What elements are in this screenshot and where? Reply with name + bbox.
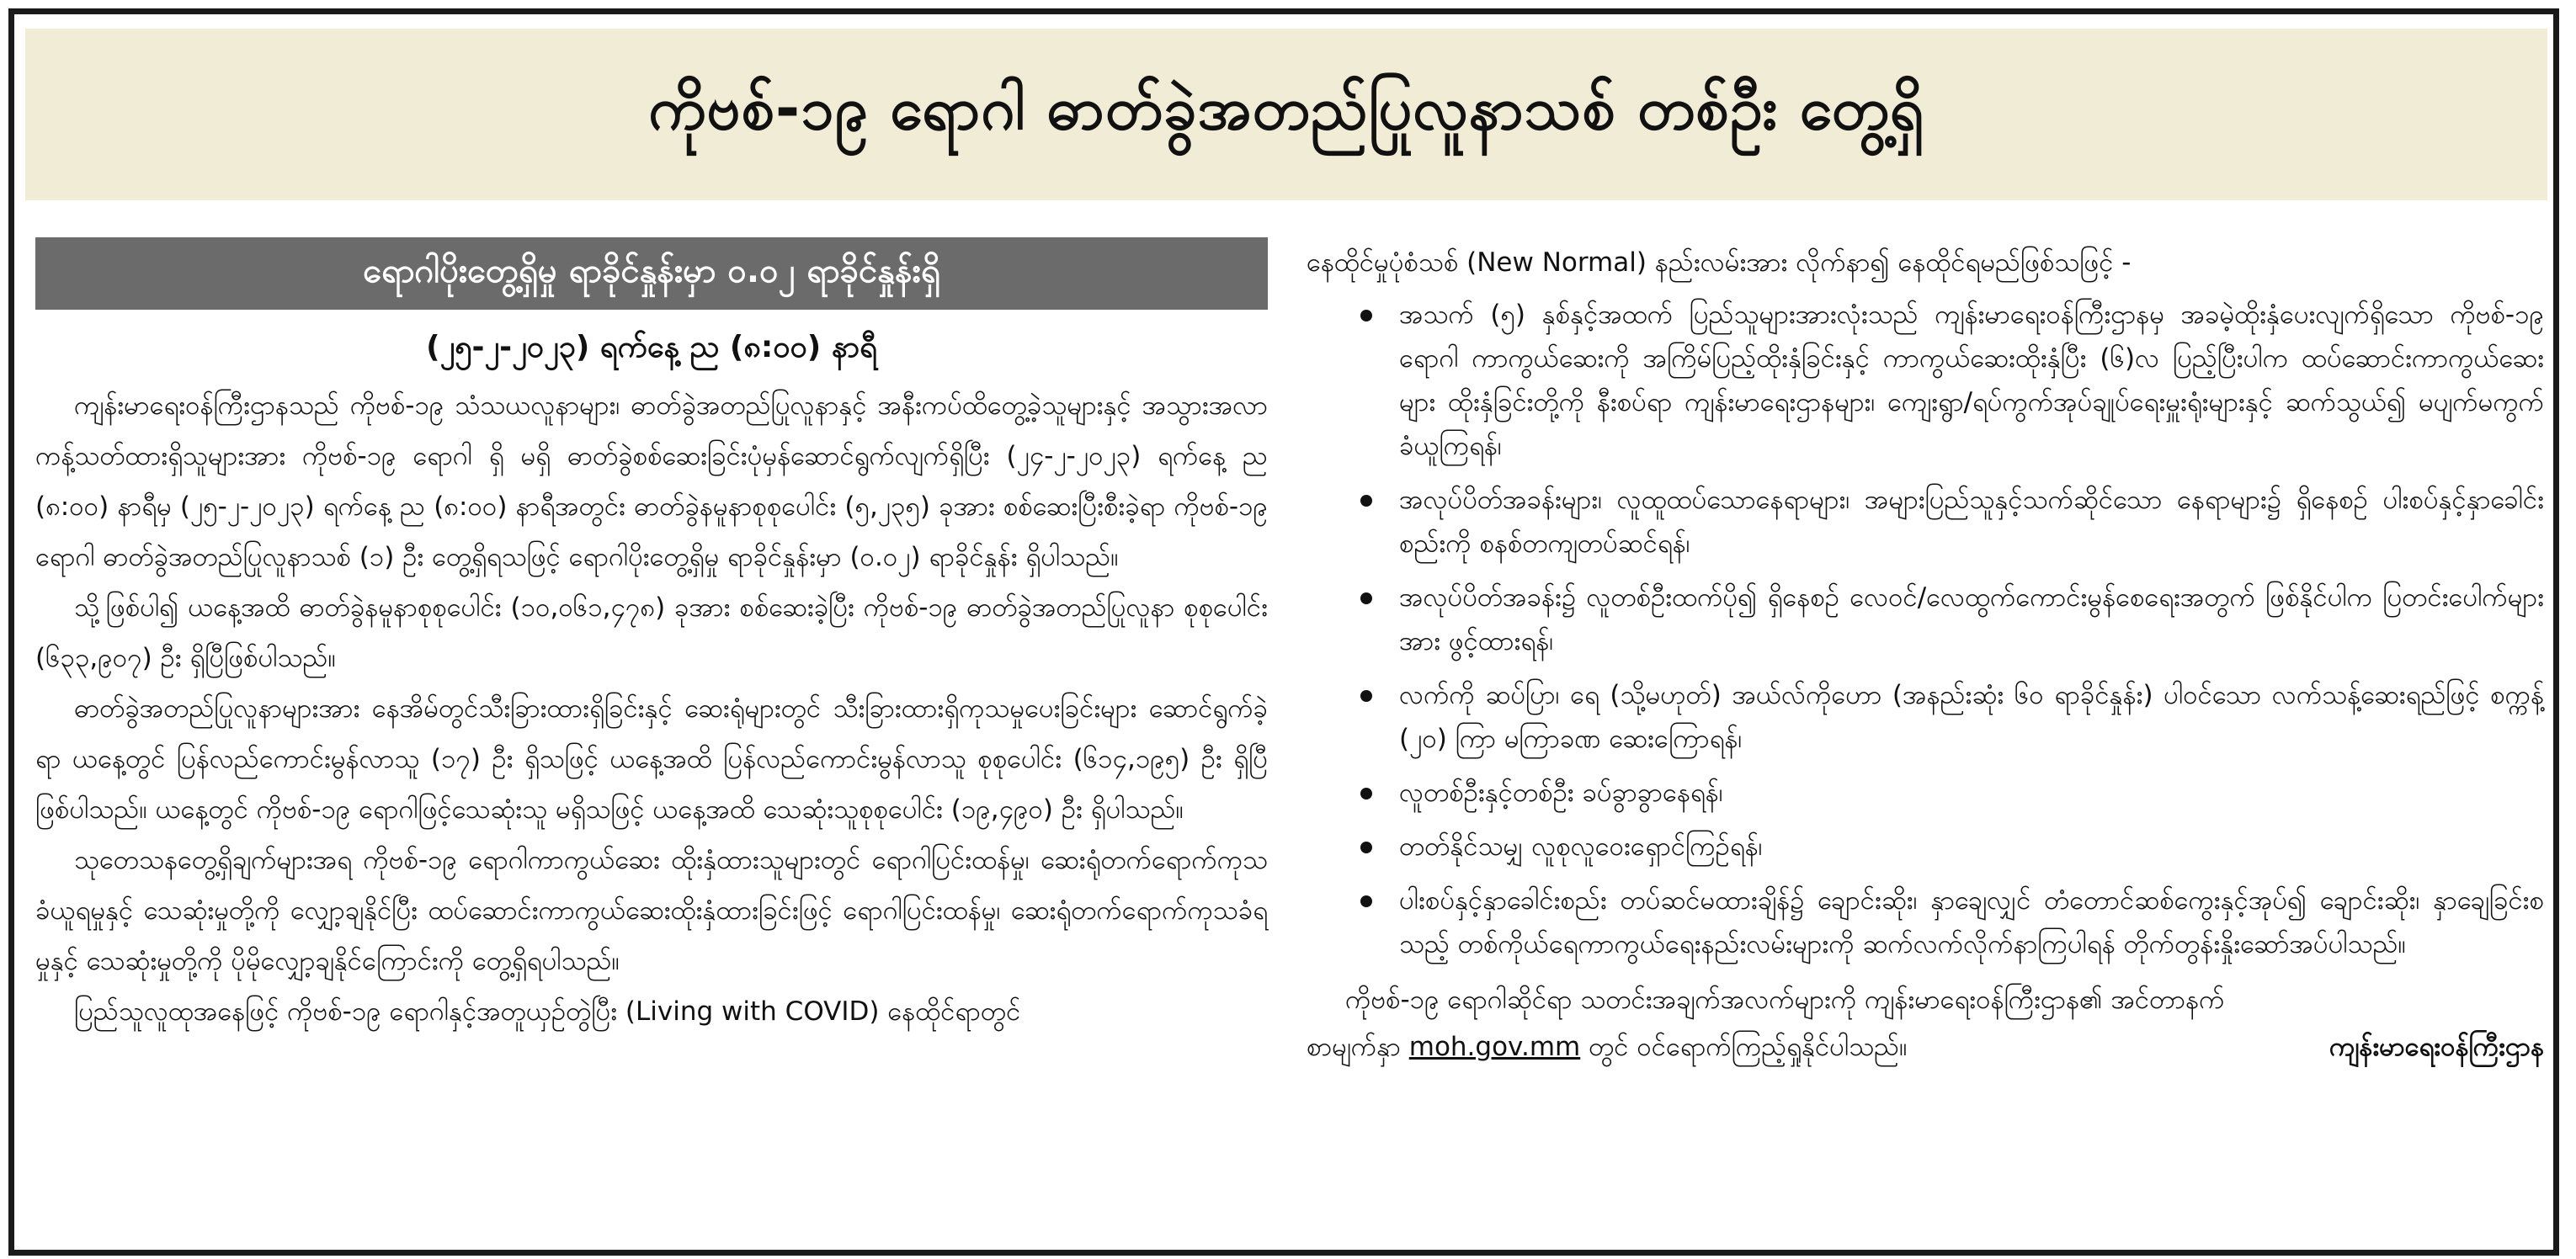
- list-item-text: လူတစ်ဦးနှင့်တစ်ဦး ခပ်ခွာခွာနေရန်၊: [1399, 778, 1723, 808]
- headline-banner: [25, 29, 2547, 200]
- list-item-text: အလုပ်ပိတ်အခန်းများ၊ လူထူထပ်သောနေရာများ၊ အများပြည်သူနှင့်သက်ဆိုင်သော နေရာများ၌ ရှိနေစဉ် ပါးစပ်နှင့်နှာခေါင်းစည်းကို စနစ်တကျတပ်ဆင်ရန်၊: [1399, 485, 2544, 559]
- list-item: [1307, 293, 2544, 468]
- list-item: [1307, 771, 2544, 815]
- closing-prefix: စာမျက်နှာ: [1307, 1032, 1401, 1062]
- bullet-icon: [1360, 495, 1372, 507]
- list-item-text: လက်ကို ဆပ်ပြာ၊ ရေ (သို့မဟုတ်) အယ်လ်ကိုဟော (အနည်းဆုံး ၆၀ ရာခိုင်နှုန်း) ပါဝင်သော လက်သန့်ဆေးရည်ဖြင့် စက္ကန့် (၂၀) ကြာ မကြာခဏ ဆေးကြောရန်၊: [1399, 680, 2544, 754]
- bullet-icon: [1360, 788, 1372, 799]
- website-link[interactable]: moh.gov.mm: [1408, 1032, 1581, 1062]
- list-item: [1307, 673, 2544, 761]
- paragraph: သို့ဖြစ်ပါ၍ ယနေ့အထိ ဓာတ်ခွဲနမူနာစုစုပေါင်း (၁၀,၀၆၁,၄၇၈) ခုအား စစ်ဆေးခဲ့ပြီး ကိုဗစ်-၁၉ ဓာတ်ခွဲအတည်ပြုလူနာ စုစုပေါင်း (၆၃၃,၉၀၇) ဦး ရှိပြီဖြစ်ပါသည်။: [35, 592, 1268, 673]
- closing-row: [1307, 1023, 2544, 1070]
- subheadline: ရောဂါပိုးတွေ့ရှိမှု ရာခိုင်နှုန်းမှာ ၀.၀၂ ရာခိုင်နှုန်းရှိ: [35, 237, 1268, 310]
- bullet-icon: [1360, 310, 1372, 321]
- list-item-text: အသက် (၅) နှစ်နှင့်အထက် ပြည်သူများအားလုံးသည် ကျန်းမာရေးဝန်ကြီးဌာနမှ အခမဲ့ထိုးနှံပေးလျက်ရှိသော ကိုဗစ်-၁၉ ရောဂါ ကာကွယ်ဆေးကို အကြိမ်ပြည့်ထိုးနှံခြင်းနှင့် ကာကွယ်ဆေးထိုးနှံပြီး (၆)လ ပြည့်ပြီးပါက ထပ်ဆောင်းကာကွယ်ဆေးများ ထိုးနှံခြင်းတို့ကို နီးစပ်ရာ ကျန်းမာရေးဌာနများ၊ ကျေးရွာ/ရပ်ကွက်အုပ်ချုပ်ရေးမှူးရုံးများနှင့် ဆက်သွယ်၍ မပျက်မကွက် ခံယူကြရန်၊: [1399, 300, 2544, 461]
- list-item: [1307, 879, 2544, 966]
- guideline-list: [1307, 293, 2544, 966]
- paragraph: ကျန်းမာရေးဝန်ကြီးဌာနသည် ကိုဗစ်-၁၉ သံသယလူနာများ၊ ဓာတ်ခွဲအတည်ပြုလူနာနှင့် အနီးကပ်ထိတွေ့ခဲ့သူများနှင့် အသွားအလာကန့်သတ်ထားရှိသူများအား ကိုဗစ်-၁၉ ရောဂါ ရှိ မရှိ ဓာတ်ခွဲစစ်ဆေးခြင်းပုံမှန်ဆောင်ရွက်လျက်ရှိပြီး (၂၄-၂-၂၀၂၃) ရက်နေ့ ည (၈:၀၀) နာရီမှ (၂၅-၂-၂၀၂၃) ရက်နေ့ ည (၈:၀၀) နာရီအတွင်း ဓာတ်ခွဲနမူနာစုစုပေါင်း (၅,၂၃၅) ခုအား စစ်ဆေးပြီးစီးခဲ့ရာ ကိုဗစ်-၁၉ ရောဂါ ဓာတ်ခွဲအတည်ပြုလူနာသစ် (၁) ဦး တွေ့ရှိရသဖြင့် ရောဂါပိုးတွေ့ရှိမှု ရာခိုင်နှုန်းမှာ (၀.၀၂) ရာခိုင်နှုန်း ရှိပါသည်။: [35, 390, 1268, 572]
- closing-suffix: တွင် ဝင်ရောက်ကြည့်ရှုနိုင်ပါသည်။: [1589, 1032, 1908, 1062]
- left-column: [35, 237, 1268, 1037]
- intro-line: နေထိုင်မှုပုံစံသစ် (New Normal) နည်းလမ်းအား လိုက်နာ၍ နေထိုင်ရမည်ဖြစ်သဖြင့် -: [1307, 247, 2132, 278]
- list-item: [1307, 825, 2544, 869]
- list-item-text: တတ်နိုင်သမျှ လူစုလူဝေးရှောင်ကြဉ်ရန်၊: [1399, 831, 1763, 862]
- paragraph: ပြည်သူလူထုအနေဖြင့် ကိုဗစ်-၁၉ ရောဂါနှင့်အတူယှဉ်တွဲပြီး (Living with COVID) နေထိုင်ရာတွင်: [74, 996, 1021, 1027]
- bullet-icon: [1360, 895, 1372, 907]
- list-item-text: အလုပ်ပိတ်အခန်း၌ လူတစ်ဦးထက်ပို၍ ရှိနေစဉ် လေဝင်/လေထွက်ကောင်းမွန်စေရေးအတွက် ဖြစ်နိုင်ပါက ပြတင်းပေါက်များအား ဖွင့်ထားရန်၊: [1399, 582, 2544, 656]
- bullet-icon: [1360, 592, 1372, 604]
- closing-text: ကိုဗစ်-၁၉ ရောဂါဆိုင်ရာ သတင်းအချက်အလက်များကို ကျန်းမာရေးဝန်ကြီးဌာန၏ အင်တာနက်: [1345, 985, 2225, 1015]
- list-item: [1307, 576, 2544, 663]
- right-column: [1307, 237, 2544, 1070]
- bullet-icon: [1360, 842, 1372, 853]
- headline: ကိုဗစ်-၁၉ ရောဂါ ဓာတ်ခွဲအတည်ပြုလူနာသစ် တစ်ဦး တွေ့ရှိ: [648, 73, 1924, 143]
- dateline: (၂၅-၂-၂၀၂၃) ရက်နေ့ ည (၈:၀၀) နာရီ: [426, 330, 877, 364]
- list-item-text: ပါးစပ်နှင့်နှာခေါင်းစည်း တပ်ဆင်မထားချိန်၌ ချောင်းဆိုး၊ နှာချေလျှင် တံတောင်ဆစ်ကွေးနှင့်အုပ်၍ ချောင်းဆိုး၊ နှာချေခြင်းစသည့် တစ်ကိုယ်ရေကာကွယ်ရေးနည်းလမ်းများကို ဆက်လက်လိုက်နာကြပါရန် တိုက်တွန်းနှိုးဆော်အပ်ပါသည်။: [1399, 885, 2544, 959]
- bullet-icon: [1360, 690, 1372, 702]
- closing-line: [1307, 1023, 1908, 1070]
- paragraph: ဓာတ်ခွဲအတည်ပြုလူနာများအား နေအိမ်တွင်သီးခြားထားရှိခြင်းနှင့် ဆေးရုံများတွင် သီးခြားထားရှိကုသမှုပေးခြင်းများ ဆောင်ရွက်ခဲ့ရာ ယနေ့တွင် ပြန်လည်ကောင်းမွန်လာသူ (၁၇) ဦး ရှိသဖြင့် ယနေ့အထိ ပြန်လည်ကောင်းမွန်လာသူ စုစုပေါင်း (၆၁၄,၁၉၅) ဦး ရှိပြီဖြစ်ပါသည်။ ယနေ့တွင် ကိုဗစ်-၁၉ ရောဂါဖြင့်သေဆုံးသူ မရှိသဖြင့် ယနေ့အထိ သေဆုံးသူစုစုပေါင်း (၁၉,၄၉၀) ဦး ရှိပါသည်။: [35, 693, 1268, 825]
- paragraph: သုတေသနတွေ့ရှိချက်များအရ ကိုဗစ်-၁၉ ရောဂါကာကွယ်ဆေး ထိုးနှံထားသူများတွင် ရောဂါပြင်းထန်မှု၊ ဆေးရုံတက်ရောက်ကုသခံယူရမှုနှင့် သေဆုံးမှုတို့ကို လျှော့ချနိုင်ပြီး ထပ်ဆောင်းကာကွယ်ဆေးထိုးနှံထားခြင်းဖြင့် ရောဂါပြင်းထန်မှု၊ ဆေးရုံတက်ရောက်ကုသခံရမှုနှင့် သေဆုံးမှုတို့ကို ပိုမိုလျှော့ချနိုင်ကြောင်းကို တွေ့ရှိရပါသည်။: [35, 845, 1268, 976]
- list-item: [1307, 478, 2544, 566]
- signature: ကျန်းမာရေးဝန်ကြီးဌာန: [2329, 1032, 2544, 1062]
